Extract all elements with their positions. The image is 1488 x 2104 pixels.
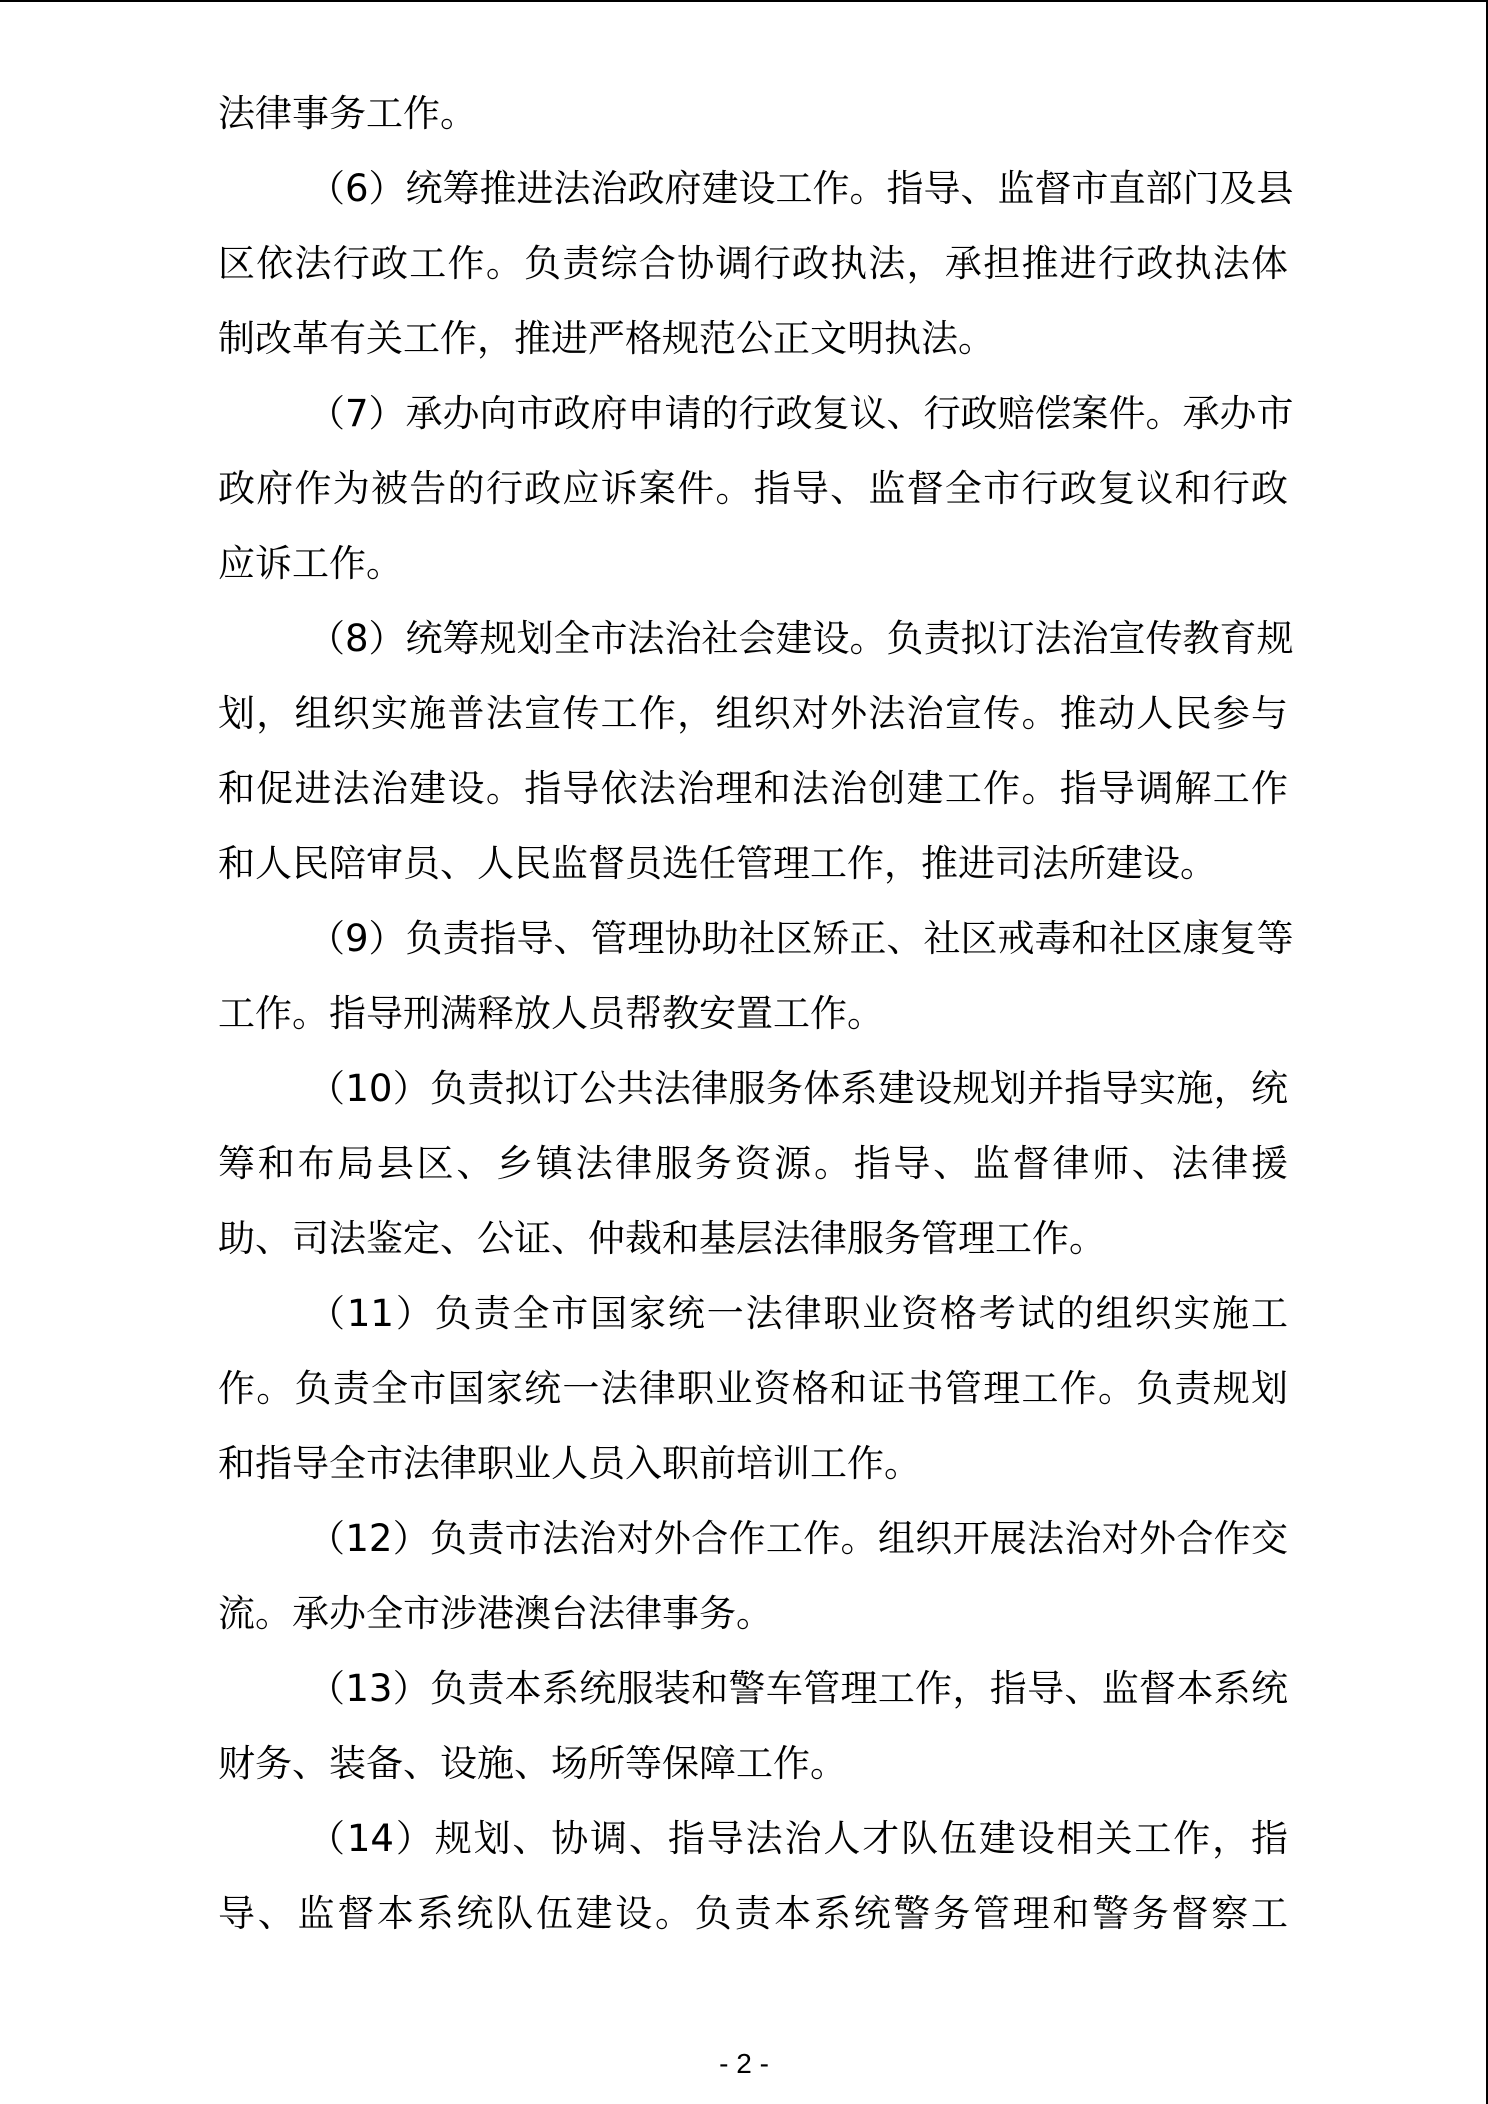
text-line-24: （14）规划、协调、指导法治人才队伍建设相关工作，指 bbox=[308, 1817, 1288, 1860]
text-line-6: 政府作为被告的行政应诉案件。指导、监督全市行政复议和行政 bbox=[218, 467, 1288, 510]
page-number: - 2 - bbox=[719, 2048, 769, 2079]
text-line-5: （7）承办向市政府申请的行政复议、行政赔偿案件。承办市 bbox=[308, 392, 1294, 435]
text-line-10: 和促进法治建设。指导依法治理和法治创建工作。指导调解工作 bbox=[218, 767, 1288, 810]
text-line-20: （12）负责市法治对外合作工作。组织开展法治对外合作交 bbox=[308, 1517, 1288, 1560]
text-line-17: （11）负责全市国家统一法律职业资格考试的组织实施工 bbox=[308, 1292, 1288, 1335]
text-line-3: 区依法行政工作。负责综合协调行政执法，承担推进行政执法体 bbox=[218, 242, 1288, 285]
text-line-13: 工作。指导刑满释放人员帮教安置工作。 bbox=[218, 992, 884, 1035]
text-line-25: 导、监督本系统队伍建设。负责本系统警务管理和警务督察工 bbox=[218, 1892, 1288, 1935]
text-line-18: 作。负责全市国家统一法律职业资格和证书管理工作。负责规划 bbox=[218, 1367, 1288, 1410]
text-line-23: 财务、装备、设施、场所等保障工作。 bbox=[218, 1742, 847, 1785]
text-line-7: 应诉工作。 bbox=[218, 542, 403, 585]
text-line-15: 筹和布局县区、乡镇法律服务资源。指导、监督律师、法律援 bbox=[218, 1142, 1288, 1185]
text-line-16: 助、司法鉴定、公证、仲裁和基层法律服务管理工作。 bbox=[218, 1217, 1106, 1260]
text-line-11: 和人民陪审员、人民监督员选任管理工作，推进司法所建设。 bbox=[218, 842, 1217, 885]
text-line-9: 划，组织实施普法宣传工作，组织对外法治宣传。推动人民参与 bbox=[218, 692, 1288, 735]
text-line-8: （8）统筹规划全市法治社会建设。负责拟订法治宣传教育规 bbox=[308, 617, 1294, 660]
text-line-2: （6）统筹推进法治政府建设工作。指导、监督市直部门及县 bbox=[308, 167, 1294, 210]
text-line-19: 和指导全市法律职业人员入职前培训工作。 bbox=[218, 1442, 921, 1485]
text-line-4: 制改革有关工作，推进严格规范公正文明执法。 bbox=[218, 317, 995, 360]
text-line-22: （13）负责本系统服装和警车管理工作，指导、监督本系统 bbox=[308, 1667, 1288, 1710]
text-line-14: （10）负责拟订公共法律服务体系建设规划并指导实施，统 bbox=[308, 1067, 1288, 1110]
text-line-12: （9）负责指导、管理协助社区矫正、社区戒毒和社区康复等 bbox=[308, 917, 1294, 960]
text-line-1: 法律事务工作。 bbox=[218, 92, 477, 135]
text-line-21: 流。承办全市涉港澳台法律事务。 bbox=[218, 1592, 773, 1635]
